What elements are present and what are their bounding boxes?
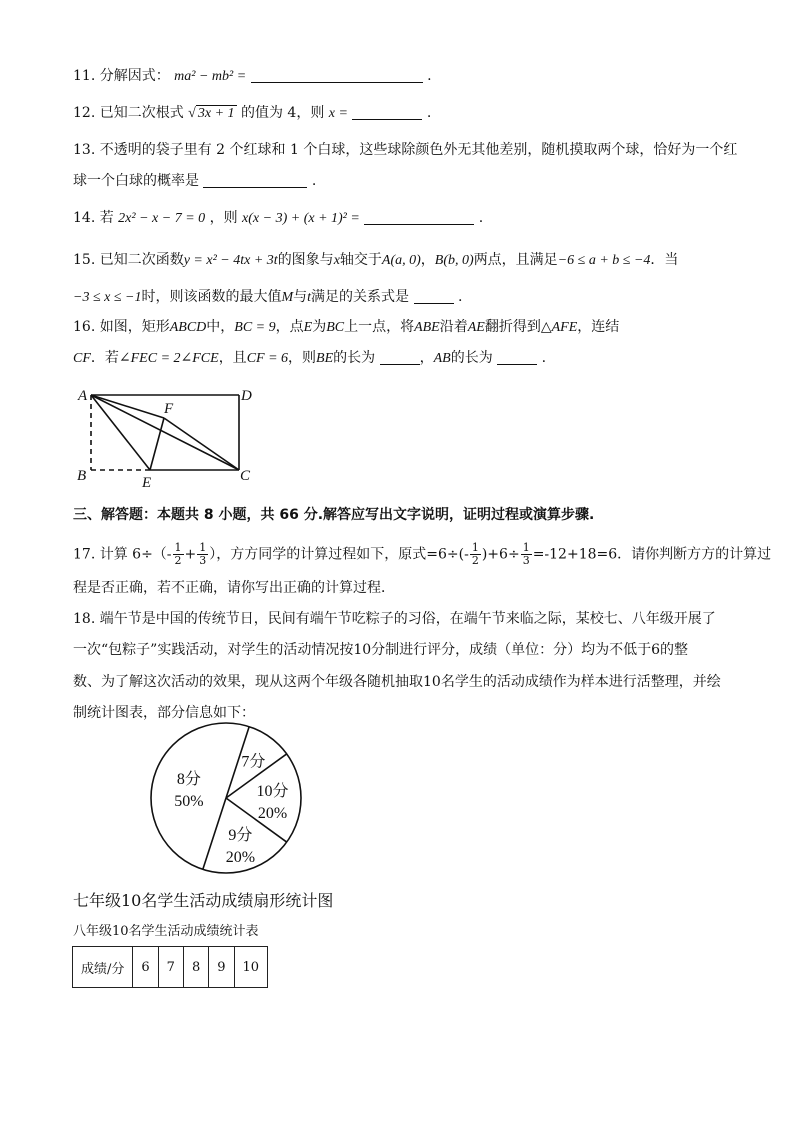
variable: x: [333, 253, 340, 268]
question-text: 为: [312, 319, 327, 335]
period: .: [478, 210, 484, 226]
question-text: 若: [99, 210, 114, 226]
question-18-line1: [73, 609, 716, 629]
answer-blank: [497, 350, 537, 365]
question-13-line1: [73, 140, 737, 160]
answer-blank: [251, 68, 423, 83]
score-table: [72, 946, 268, 988]
question-text: 球一个白球的概率是: [73, 173, 199, 189]
pie-label: 8分: [176, 770, 201, 788]
question-text: ），方方同学的计算过程如下，原式=6÷(-: [209, 546, 469, 563]
question-16-line2: [73, 348, 546, 369]
variable: ABE: [414, 320, 440, 335]
question-text: 与: [293, 289, 308, 305]
fraction: [521, 542, 532, 567]
question-text: 的图象与: [277, 252, 334, 268]
numerator: 1: [199, 541, 207, 554]
question-text: ，且: [218, 350, 247, 366]
question-text: 的长为: [333, 350, 376, 366]
question-text: 的长为: [450, 350, 493, 366]
question-text: 计算 6÷（-: [99, 546, 172, 563]
question-text: ，点: [275, 319, 304, 335]
question-15-line2: [73, 287, 462, 308]
period: .: [457, 289, 463, 305]
variable: M: [281, 290, 294, 305]
score-cell: 7: [158, 947, 183, 988]
question-number: 12.: [73, 105, 96, 121]
angle-relation: ∠FEC = 2∠FCE: [118, 351, 219, 366]
radical-expression: √ 3x + 1: [188, 106, 235, 121]
pie-label: 10分: [256, 783, 289, 800]
variable: BC: [326, 320, 345, 335]
label-f: F: [164, 401, 174, 417]
question-text: 的值为 4，则: [240, 105, 325, 121]
variable: AE: [467, 320, 485, 335]
question-text: 沿着: [439, 319, 468, 335]
fraction: [173, 542, 184, 567]
period: .: [426, 105, 432, 121]
pie-label: 9分: [228, 827, 253, 845]
answer-blank: [414, 289, 454, 304]
score-cell: 10: [234, 947, 268, 988]
question-text: ．若: [90, 350, 119, 366]
section-heading: 三、解答题：本题共 8 小题，共 66 分.解答应写出文字说明，证明过程或演算步骤.: [73, 507, 595, 523]
plus-sign: +: [184, 546, 197, 563]
question-11: [73, 66, 432, 87]
table-header-cell: 成绩/分: [73, 947, 133, 988]
chart-title: 七年级10名学生活动成绩扇形统计图: [73, 891, 334, 910]
expression: x(x − 3) + (x + 1)² =: [242, 211, 360, 226]
question-text: 上一点，将: [344, 319, 415, 335]
period: .: [311, 173, 317, 189]
question-text: ，: [419, 350, 434, 366]
equation: BC = 9: [234, 320, 276, 335]
question-text: 满足的关系式是: [311, 289, 410, 305]
question-text: ．当: [650, 252, 679, 268]
equation: 2x² − x − 7 = 0: [118, 211, 206, 226]
variable: △AFE: [540, 320, 578, 335]
question-text: 时，则该函数的最大值: [141, 289, 282, 305]
question-text: 分解因式：: [99, 68, 170, 84]
question-18-line3: 数、为了解这次活动的效果，现从这两个年级各随机抽取10名学生的活动成绩作为样本进行活整理，并绘: [73, 674, 721, 690]
denominator: 2: [174, 554, 182, 567]
pie-percent-label: 50%: [174, 792, 204, 810]
question-text: 已知二次根式: [99, 105, 184, 121]
answer-blank: [352, 105, 422, 120]
condition: −6 ≤ a + b ≤ −4: [557, 253, 651, 268]
score-cell: 9: [209, 947, 234, 988]
question-12: [73, 103, 431, 124]
question-number: 18.: [73, 611, 96, 627]
question-13-line2: [73, 171, 316, 191]
question-text: 翻折得到: [484, 319, 541, 335]
numerator: 1: [174, 541, 182, 554]
question-15-line1: [73, 250, 678, 271]
label-b: B: [77, 468, 87, 484]
pie-percent-label: 20%: [225, 849, 256, 867]
segment-af: [91, 395, 164, 418]
question-text: ，则: [288, 350, 317, 366]
variable: x =: [328, 106, 348, 121]
question-text: ，则: [209, 210, 238, 226]
denominator: 2: [471, 554, 479, 567]
variable: AB: [433, 351, 451, 366]
table-row: [73, 947, 268, 988]
question-text: 不透明的袋子里有 2 个红球和 1 个白球，这些球除颜色外无其他差别，随机摸取两个球，恰好为一个红: [99, 142, 738, 158]
label-d: D: [241, 388, 252, 404]
question-17-line2: 程是否正确，若不正确，请你写出正确的计算过程．: [73, 580, 395, 596]
question-text: ，连结: [577, 319, 620, 335]
fraction: [470, 542, 481, 567]
variable: E: [303, 320, 313, 335]
pie-percent-label: 20%: [257, 805, 288, 822]
point-b: B(b, 0): [434, 253, 474, 268]
point-a: A(a, 0): [381, 253, 421, 268]
question-text: =-12+18=6．请你判断方方的计算过: [532, 546, 772, 563]
variable: t: [307, 290, 312, 305]
question-text: 两点，且满足: [473, 252, 558, 268]
question-number: 13.: [73, 142, 96, 158]
numerator: 1: [522, 541, 530, 554]
label-e: E: [142, 475, 152, 491]
question-number: 16.: [73, 319, 96, 335]
numerator: 1: [471, 541, 479, 554]
answer-blank: [380, 350, 420, 365]
segment-ae: [91, 395, 150, 470]
pie-label: 7分: [241, 753, 266, 771]
answer-blank: [364, 210, 474, 225]
question-text: ，: [420, 252, 435, 268]
question-18-line4: 制统计图表，部分信息如下：: [73, 705, 255, 721]
variable: BE: [316, 351, 334, 366]
score-cell: 8: [183, 947, 208, 988]
function-expression: y = x² − 4tx + 3t: [183, 253, 278, 268]
question-number: 11.: [73, 68, 96, 84]
fraction: [197, 542, 208, 567]
rectangle-figure: [72, 380, 262, 492]
question-16-line1: [73, 317, 619, 338]
label-a: A: [78, 388, 88, 404]
question-18-line2: 一次“包粽子”实践活动，对学生的活动情况按10分制进行评分，成绩（单位：分）均为不低于6的整: [73, 642, 689, 658]
question-number: 15.: [73, 252, 96, 268]
pie-chart: [148, 720, 304, 876]
denominator: 3: [522, 554, 530, 567]
question-number: 14.: [73, 210, 96, 226]
expression: ma² − mb² =: [174, 69, 247, 84]
question-text: 端午节是中国的传统节日，民间有端午节吃粽子的习俗，在端午节来临之际，某校七、八年级开展了: [99, 611, 716, 627]
answer-blank: [203, 173, 307, 188]
label-c: C: [240, 468, 251, 484]
question-text: 轴交于: [339, 252, 382, 268]
variable: CF: [73, 351, 91, 366]
question-text: 已知二次函数: [99, 252, 184, 268]
score-cell: 6: [133, 947, 158, 988]
question-14: [73, 208, 483, 229]
range: −3 ≤ x ≤ −1: [73, 290, 142, 305]
question-text: 中，: [206, 319, 235, 335]
segment-fc: [164, 418, 239, 470]
variable: ABCD: [169, 320, 207, 335]
table-caption: 八年级10名学生活动成绩统计表: [73, 924, 259, 939]
equation: CF = 6: [246, 351, 289, 366]
period: .: [541, 350, 547, 366]
question-text: 如图，矩形: [99, 319, 170, 335]
question-17-line1: [73, 542, 771, 567]
period: .: [427, 68, 432, 84]
question-number: 17.: [73, 546, 96, 563]
question-text: )+6÷: [481, 546, 520, 563]
radicand: 3x + 1: [197, 106, 235, 121]
denominator: 3: [199, 554, 207, 567]
